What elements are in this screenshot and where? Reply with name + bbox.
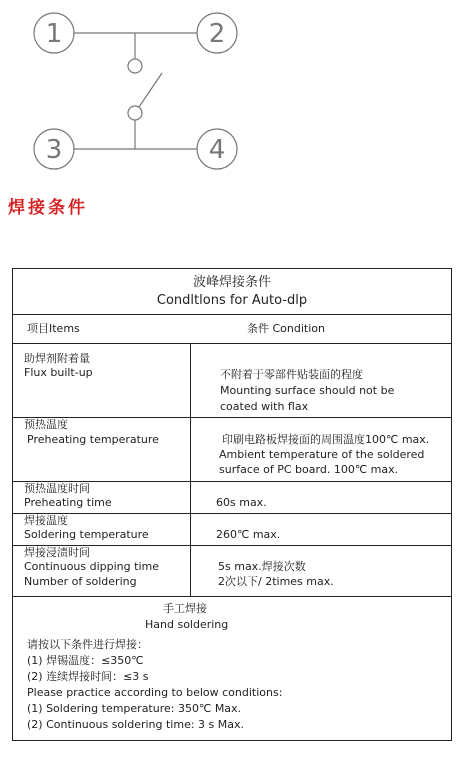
rule (13, 314, 451, 315)
row-flux-item-cn: 助焊剂附着量 (24, 352, 90, 365)
soldering-conditions-table (12, 268, 452, 741)
row-preheat-cond: Ambient temperature of the soldered (219, 448, 425, 461)
hand-title-cn: 手工焊接 (163, 602, 207, 615)
rule (13, 343, 451, 344)
rule (13, 596, 451, 597)
column-divider (190, 343, 191, 596)
row-dip-cond: 5s max.焊接次数 (218, 560, 306, 573)
row-preheat-item-cn: 预热温度 (24, 418, 68, 431)
terminal-1-label: 1 (45, 19, 63, 49)
row-preheat-cond: 印刷电路板焊接面的周围温度100℃ max. (222, 433, 430, 446)
row-preheat-item-en: Preheating temperature (27, 433, 159, 446)
col-header-items: 项目Items (27, 322, 80, 335)
table-title-cn: 波峰焊接条件 (192, 275, 271, 290)
hand-line: Please practice according to below conditions: (27, 686, 283, 699)
row-flux-cond: 不附着于零部件贴装面的程度 (220, 368, 363, 381)
row-solder-temp-item-cn: 焊接温度 (24, 514, 68, 527)
row-dip-item-en2: Number of soldering (24, 575, 137, 588)
switch-schematic (0, 0, 473, 185)
rule (13, 417, 451, 418)
row-solder-temp-cond: 260℃ max. (216, 528, 281, 541)
hand-line: (2) 连续焊接时间：≤3 s (27, 670, 149, 683)
col-header-condition: 条件 Condition (247, 322, 325, 335)
row-preheat-time-item-en: Preheating time (24, 496, 112, 509)
row-flux-item-en: Flux built-up (24, 366, 93, 379)
hand-line: (1) Soldering temperature: 350℃ Max. (27, 702, 242, 715)
lower-contact (128, 106, 142, 120)
rule (13, 513, 451, 514)
row-dip-item-en: Continuous dipping time (24, 560, 159, 573)
hand-line: (2) Continuous soldering time: 3 s Max. (27, 718, 245, 731)
upper-contact (128, 59, 142, 73)
terminal-3-label: 3 (45, 135, 63, 165)
terminal-2-label: 2 (208, 19, 226, 49)
row-flux-cond: coated with flax (220, 400, 309, 413)
hand-line: 请按以下条件进行焊接： (27, 638, 148, 651)
row-preheat-time-item-cn: 预热温度时间 (24, 482, 90, 495)
row-preheat-cond: surface of PC board. 100℃ max. (219, 463, 399, 476)
row-solder-temp-item-en: Soldering temperature (24, 528, 149, 541)
table-title-en: Condltlons for Auto-dlp (156, 293, 308, 308)
row-flux-cond: Mounting surface should not be (220, 384, 395, 397)
row-dip-cond: 2次以下/ 2times max. (218, 575, 334, 588)
hand-line: (1) 焊锡温度：≤350℃ (27, 654, 144, 667)
hand-title-en: Hand soldering (145, 618, 229, 631)
row-dip-item-cn: 焊接浸渍时间 (24, 546, 90, 559)
switch-lever (139, 73, 162, 107)
terminal-4-label: 4 (208, 135, 226, 165)
section-heading: 焊接条件 (8, 198, 88, 218)
row-preheat-time-cond: 60s max. (216, 496, 267, 509)
